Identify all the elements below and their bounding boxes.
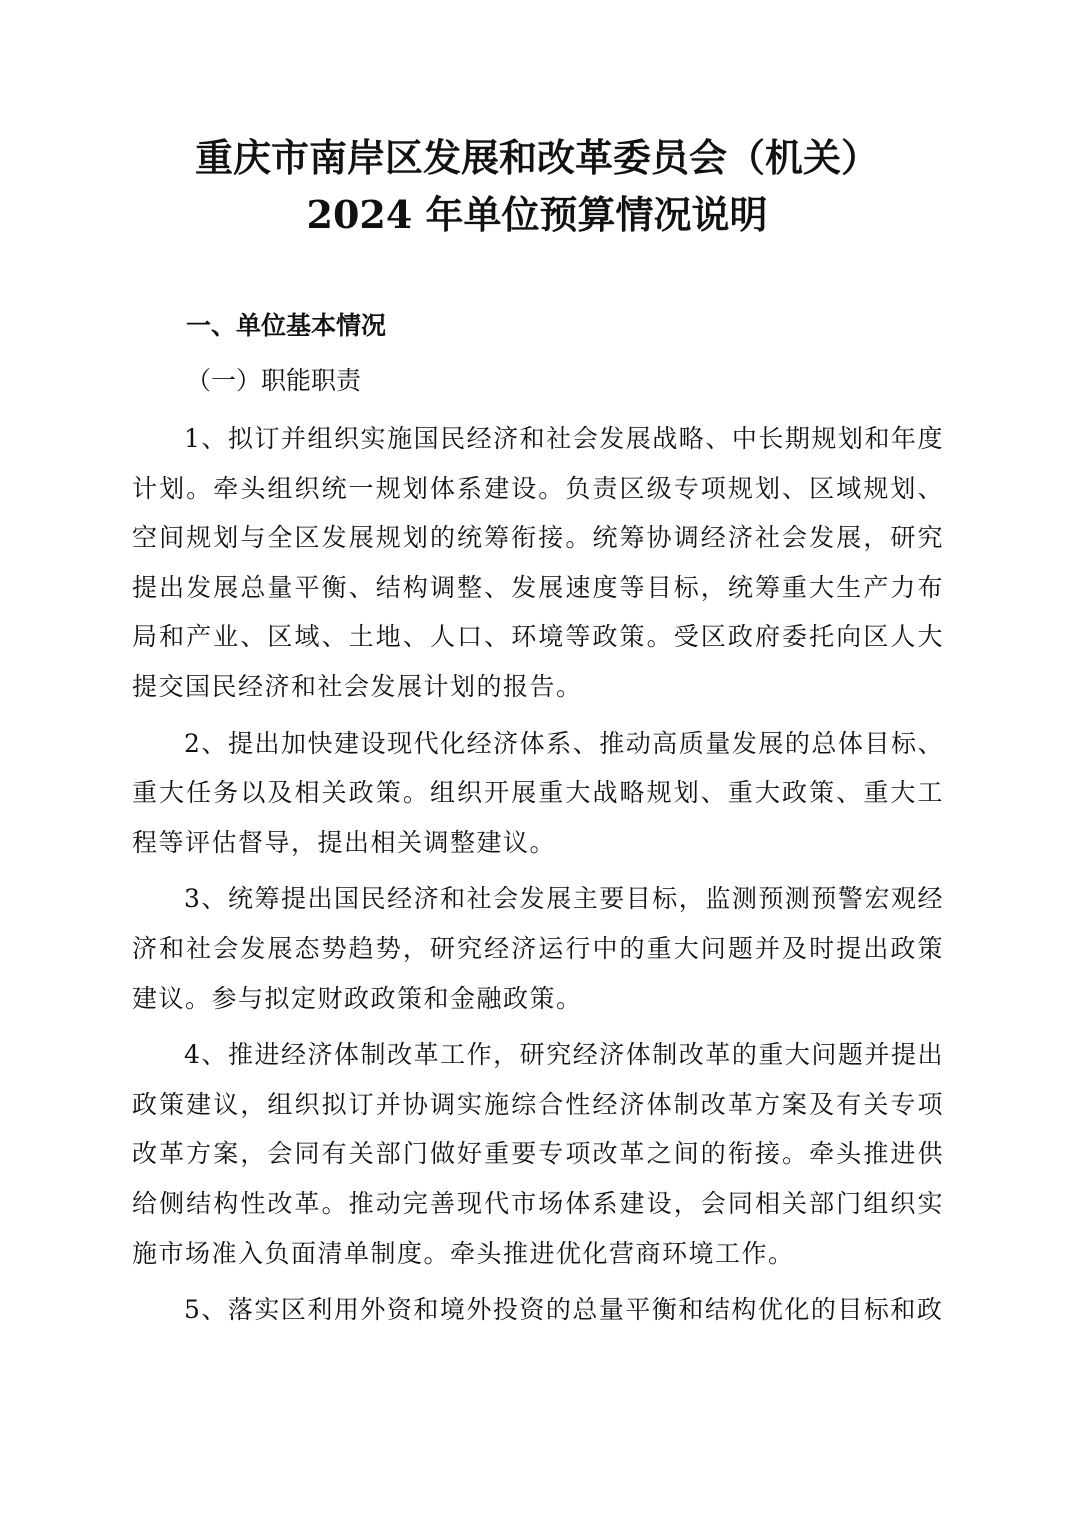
paragraph-3: 3、统筹提出国民经济和社会发展主要目标，监测预测预警宏观经济和社会发展态势趋势，研究经济运行中的重大问题并及时提出政策建议。参与拟定财政政策和金融政策。 [132,884,944,1013]
paragraph-5: 5、落实区利用外资和境外投资的总量平衡和结构优化的目标和政 [184,1295,944,1325]
document-body [132,414,944,1342]
paragraph-2: 2、提出加快建设现代化经济体系、推动高质量发展的总体目标、重大任务以及相关政策。组织开展重大战略规划、重大政策、重大工程等评估督导，提出相关调整建议。 [132,728,944,857]
paragraph-1: 1、拟订并组织实施国民经济和社会发展战略、中长期规划和年度计划。牵头组织统一规划体系建设。负责区级专项规划、区域规划、空间规划与全区发展规划的统筹衔接。统筹协调经济社会发展，研究提出发展总量平衡、结构调整、发展速度等目标，统筹重大生产力布局和产业、区域、土地、人口、环境等政策。受区政府委托向区人大提交国民经济和社会发展计划的报告。 [132,424,944,701]
document-title-line-1: 重庆市南岸区发展和改革委员会（机关） [194,135,879,180]
document-title-line-2: 2024 年单位预算情况说明 [306,192,768,237]
subsection-heading: （一）职能职责 [186,366,362,395]
section-heading: 一、单位基本情况 [186,311,387,340]
paragraph-4: 4、推进经济体制改革工作，研究经济体制改革的重大问题并提出政策建议，组织拟订并协调实施综合性经济体制改革方案及有关专项改革方案，会同有关部门做好重要专项改革之间的衔接。牵头推进供给侧结构性改革。推动完善现代市场体系建设，会同相关部门组织实施市场准入负面清单制度。牵头推进优化营商环境工作。 [132,1040,944,1268]
